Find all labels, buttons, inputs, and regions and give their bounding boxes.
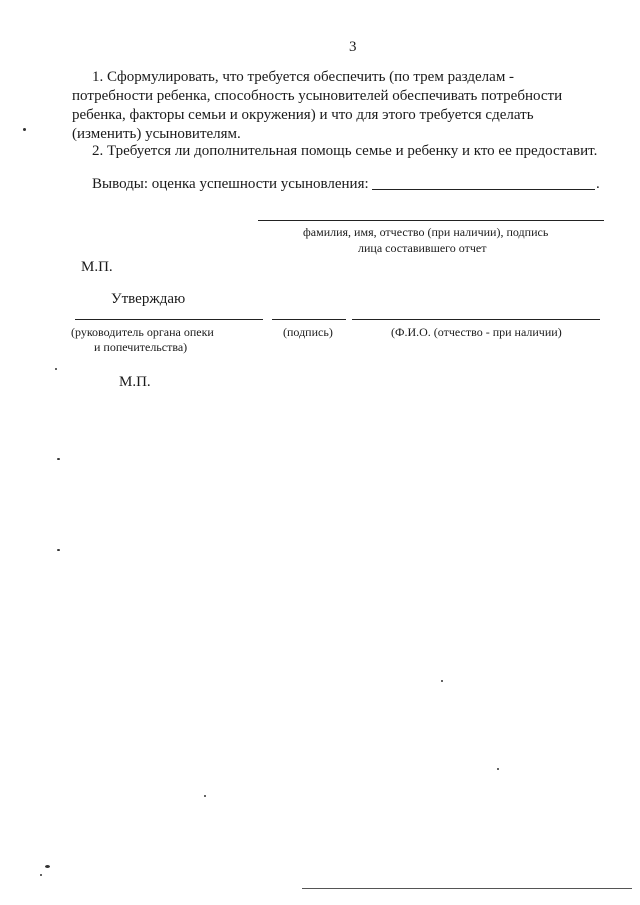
name-caption: (Ф.И.О. (отчество - при наличии) (391, 325, 562, 339)
head-signature-line (75, 319, 263, 320)
item1-line1: 1. Сформулировать, что требуется обеспечить (по трем разделам - (92, 69, 515, 85)
item1-line4: (изменить) усыновителям. (72, 126, 241, 142)
compiler-signature-line (258, 220, 604, 221)
scan-speck (40, 874, 42, 876)
scan-speck (23, 128, 26, 131)
scan-speck (497, 768, 499, 770)
conclusion-end: . (596, 176, 600, 192)
scan-speck (55, 368, 57, 370)
stamp-mark-2: М.П. (119, 374, 151, 390)
name-line (352, 319, 600, 320)
compiler-caption-line1: фамилия, имя, отчество (при наличии), подпись (303, 225, 549, 239)
scan-speck (441, 680, 443, 682)
compiler-caption-line2: лица составившего отчет (358, 241, 487, 255)
head-caption-line1: (руководитель органа опеки (71, 325, 214, 339)
conclusion-label: Выводы: оценка успешности усыновления: (92, 176, 369, 192)
scan-speck (57, 458, 60, 460)
item1-line2: потребности ребенка, способность усыновителей обеспечивать потребности (72, 88, 563, 104)
stamp-mark-1: М.П. (81, 259, 113, 275)
item2-text: 2. Требуется ли дополнительная помощь семье и ребенку и кто ее предоставит. (92, 143, 598, 159)
scan-speck (45, 865, 50, 868)
signature-caption: (подпись) (283, 325, 333, 339)
item1-line3: ребенка, факторы семьи и окружения) и что для этого требуется сделать (72, 107, 534, 123)
approve-label: Утверждаю (111, 291, 186, 307)
scan-speck (57, 549, 60, 551)
conclusion-blank-line (372, 189, 595, 190)
scan-bottom-edge (302, 888, 632, 889)
page-number: 3 (349, 39, 357, 55)
head-caption-line2: и попечительства) (94, 340, 188, 354)
signature-line (272, 319, 346, 320)
scan-speck (204, 795, 206, 797)
